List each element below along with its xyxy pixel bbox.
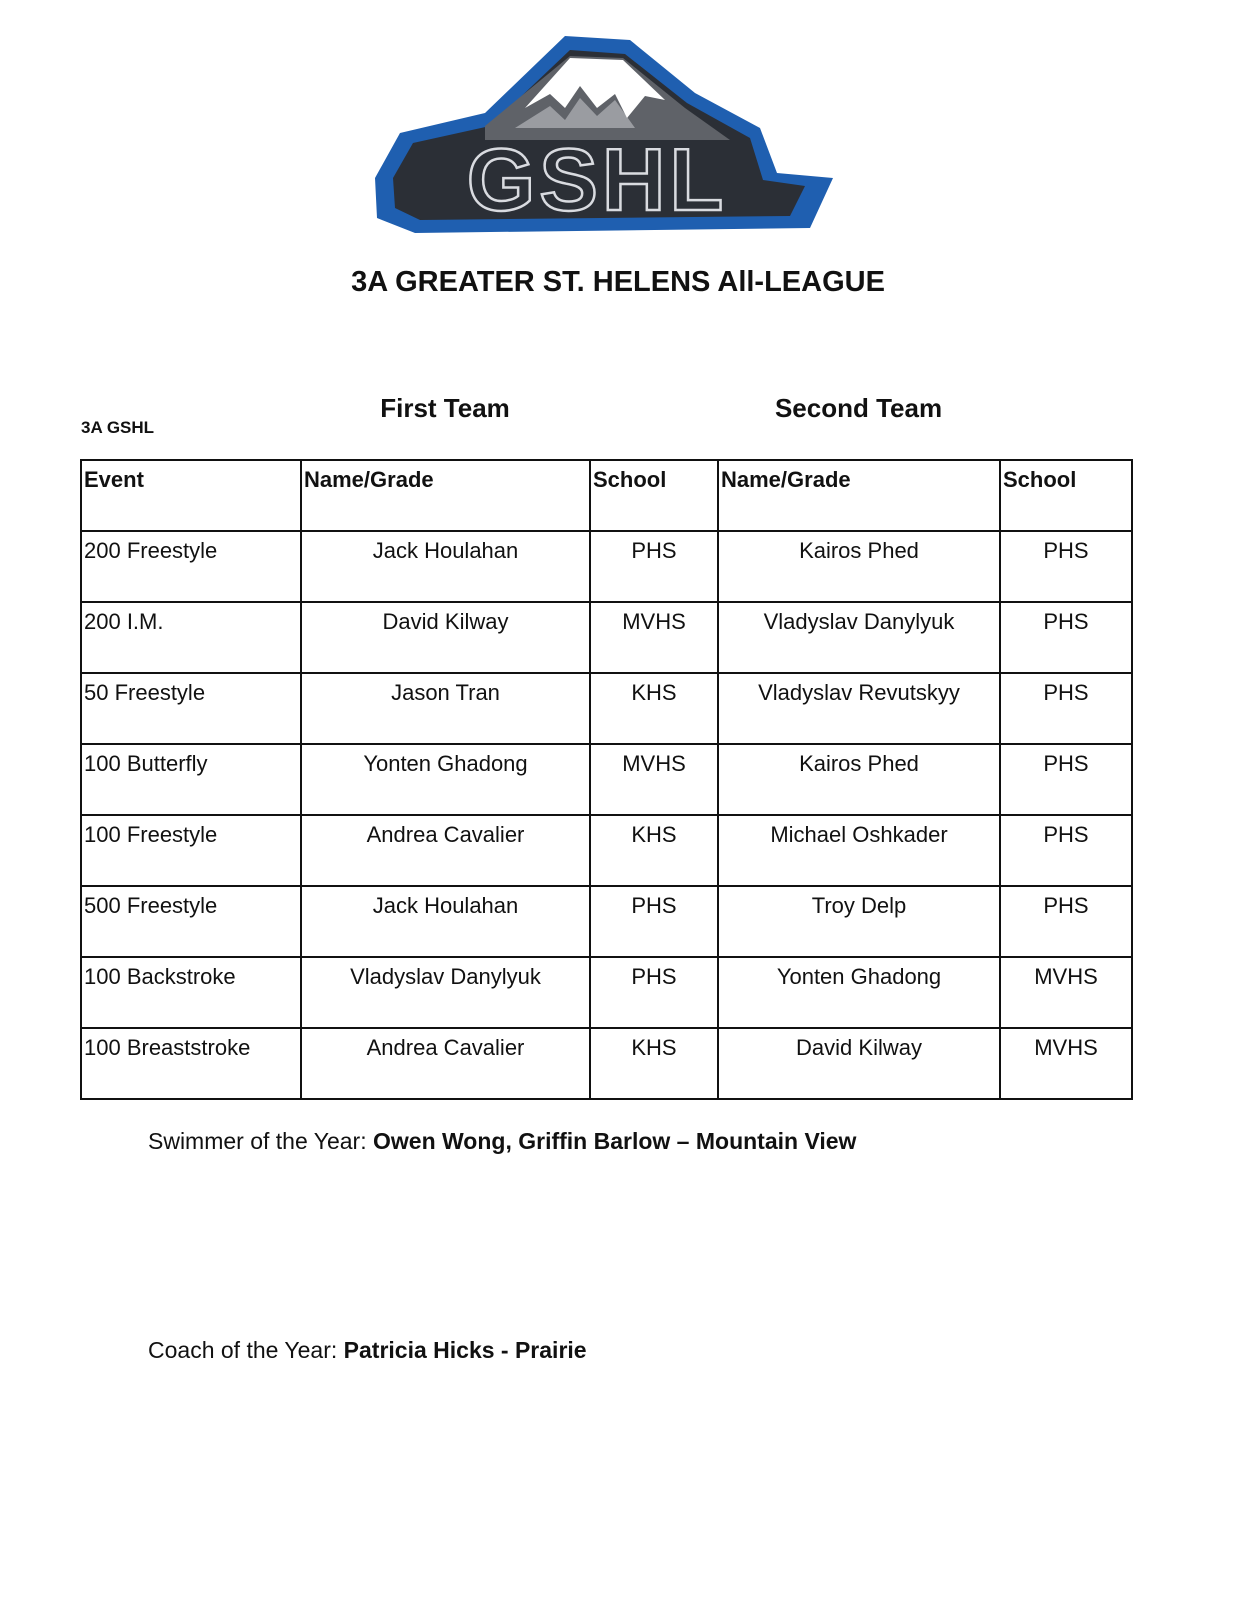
league-label: 3A GSHL <box>81 418 155 437</box>
second-school-cell: MVHS <box>1000 1028 1132 1099</box>
event-cell: 100 Butterfly <box>81 744 301 815</box>
coach-award-label: Coach of the Year: <box>148 1337 344 1363</box>
first-school-cell: PHS <box>590 886 718 957</box>
second-name-cell: Troy Delp <box>718 886 1000 957</box>
table-header-row <box>81 460 1132 531</box>
first-school-cell: MVHS <box>590 744 718 815</box>
swimmer-award-value: Owen Wong, Griffin Barlow – Mountain View <box>373 1128 857 1154</box>
first-school-cell: KHS <box>590 1028 718 1099</box>
header-second-school: School <box>1000 460 1132 531</box>
second-name-cell: Vladyslav Revutskyy <box>718 673 1000 744</box>
second-school-cell: PHS <box>1000 815 1132 886</box>
first-name-cell: Jack Houlahan <box>301 886 590 957</box>
event-cell: 100 Backstroke <box>81 957 301 1028</box>
table-row <box>81 602 1132 673</box>
first-name-cell: David Kilway <box>301 602 590 673</box>
second-name-cell: Kairos Phed <box>718 531 1000 602</box>
first-name-cell: Vladyslav Danylyuk <box>301 957 590 1028</box>
second-name-cell: Michael Oshkader <box>718 815 1000 886</box>
second-name-cell: Yonten Ghadong <box>718 957 1000 1028</box>
table-row <box>81 531 1132 602</box>
coach-of-the-year <box>148 1337 587 1364</box>
event-cell: 200 Freestyle <box>81 531 301 602</box>
first-name-cell: Andrea Cavalier <box>301 815 590 886</box>
table-row <box>81 957 1132 1028</box>
table-row <box>81 815 1132 886</box>
all-league-table <box>80 459 1133 1100</box>
first-school-cell: KHS <box>590 673 718 744</box>
first-name-cell: Yonten Ghadong <box>301 744 590 815</box>
first-school-cell: MVHS <box>590 602 718 673</box>
swimmer-award-label: Swimmer of the Year: <box>148 1128 373 1154</box>
second-school-cell: PHS <box>1000 886 1132 957</box>
second-name-cell: Vladyslav Danylyuk <box>718 602 1000 673</box>
header-second-name: Name/Grade <box>718 460 1000 531</box>
first-team-heading: First Team <box>380 393 510 423</box>
first-name-cell: Jason Tran <box>301 673 590 744</box>
second-school-cell: PHS <box>1000 531 1132 602</box>
event-cell: 50 Freestyle <box>81 673 301 744</box>
event-cell: 500 Freestyle <box>81 886 301 957</box>
table-row <box>81 744 1132 815</box>
second-name-cell: Kairos Phed <box>718 744 1000 815</box>
coach-award-value: Patricia Hicks - Prairie <box>343 1337 587 1363</box>
event-cell: 100 Breaststroke <box>81 1028 301 1099</box>
page-title: 3A GREATER ST. HELENS All-LEAGUE <box>351 266 885 298</box>
first-name-cell: Andrea Cavalier <box>301 1028 590 1099</box>
first-name-cell: Jack Houlahan <box>301 531 590 602</box>
swimmer-of-the-year <box>148 1128 856 1155</box>
gshl-logo <box>365 28 835 238</box>
table-row <box>81 1028 1132 1099</box>
first-school-cell: PHS <box>590 957 718 1028</box>
first-school-cell: PHS <box>590 531 718 602</box>
event-cell: 100 Freestyle <box>81 815 301 886</box>
logo-text: GSHL <box>466 130 728 229</box>
table-row <box>81 886 1132 957</box>
header-event: Event <box>81 460 301 531</box>
second-school-cell: PHS <box>1000 744 1132 815</box>
header-first-school: School <box>590 460 718 531</box>
second-school-cell: PHS <box>1000 602 1132 673</box>
second-school-cell: PHS <box>1000 673 1132 744</box>
second-name-cell: David Kilway <box>718 1028 1000 1099</box>
second-team-heading: Second Team <box>774 393 943 423</box>
first-school-cell: KHS <box>590 815 718 886</box>
header-first-name: Name/Grade <box>301 460 590 531</box>
table-row <box>81 673 1132 744</box>
event-cell: 200 I.M. <box>81 602 301 673</box>
second-school-cell: MVHS <box>1000 957 1132 1028</box>
